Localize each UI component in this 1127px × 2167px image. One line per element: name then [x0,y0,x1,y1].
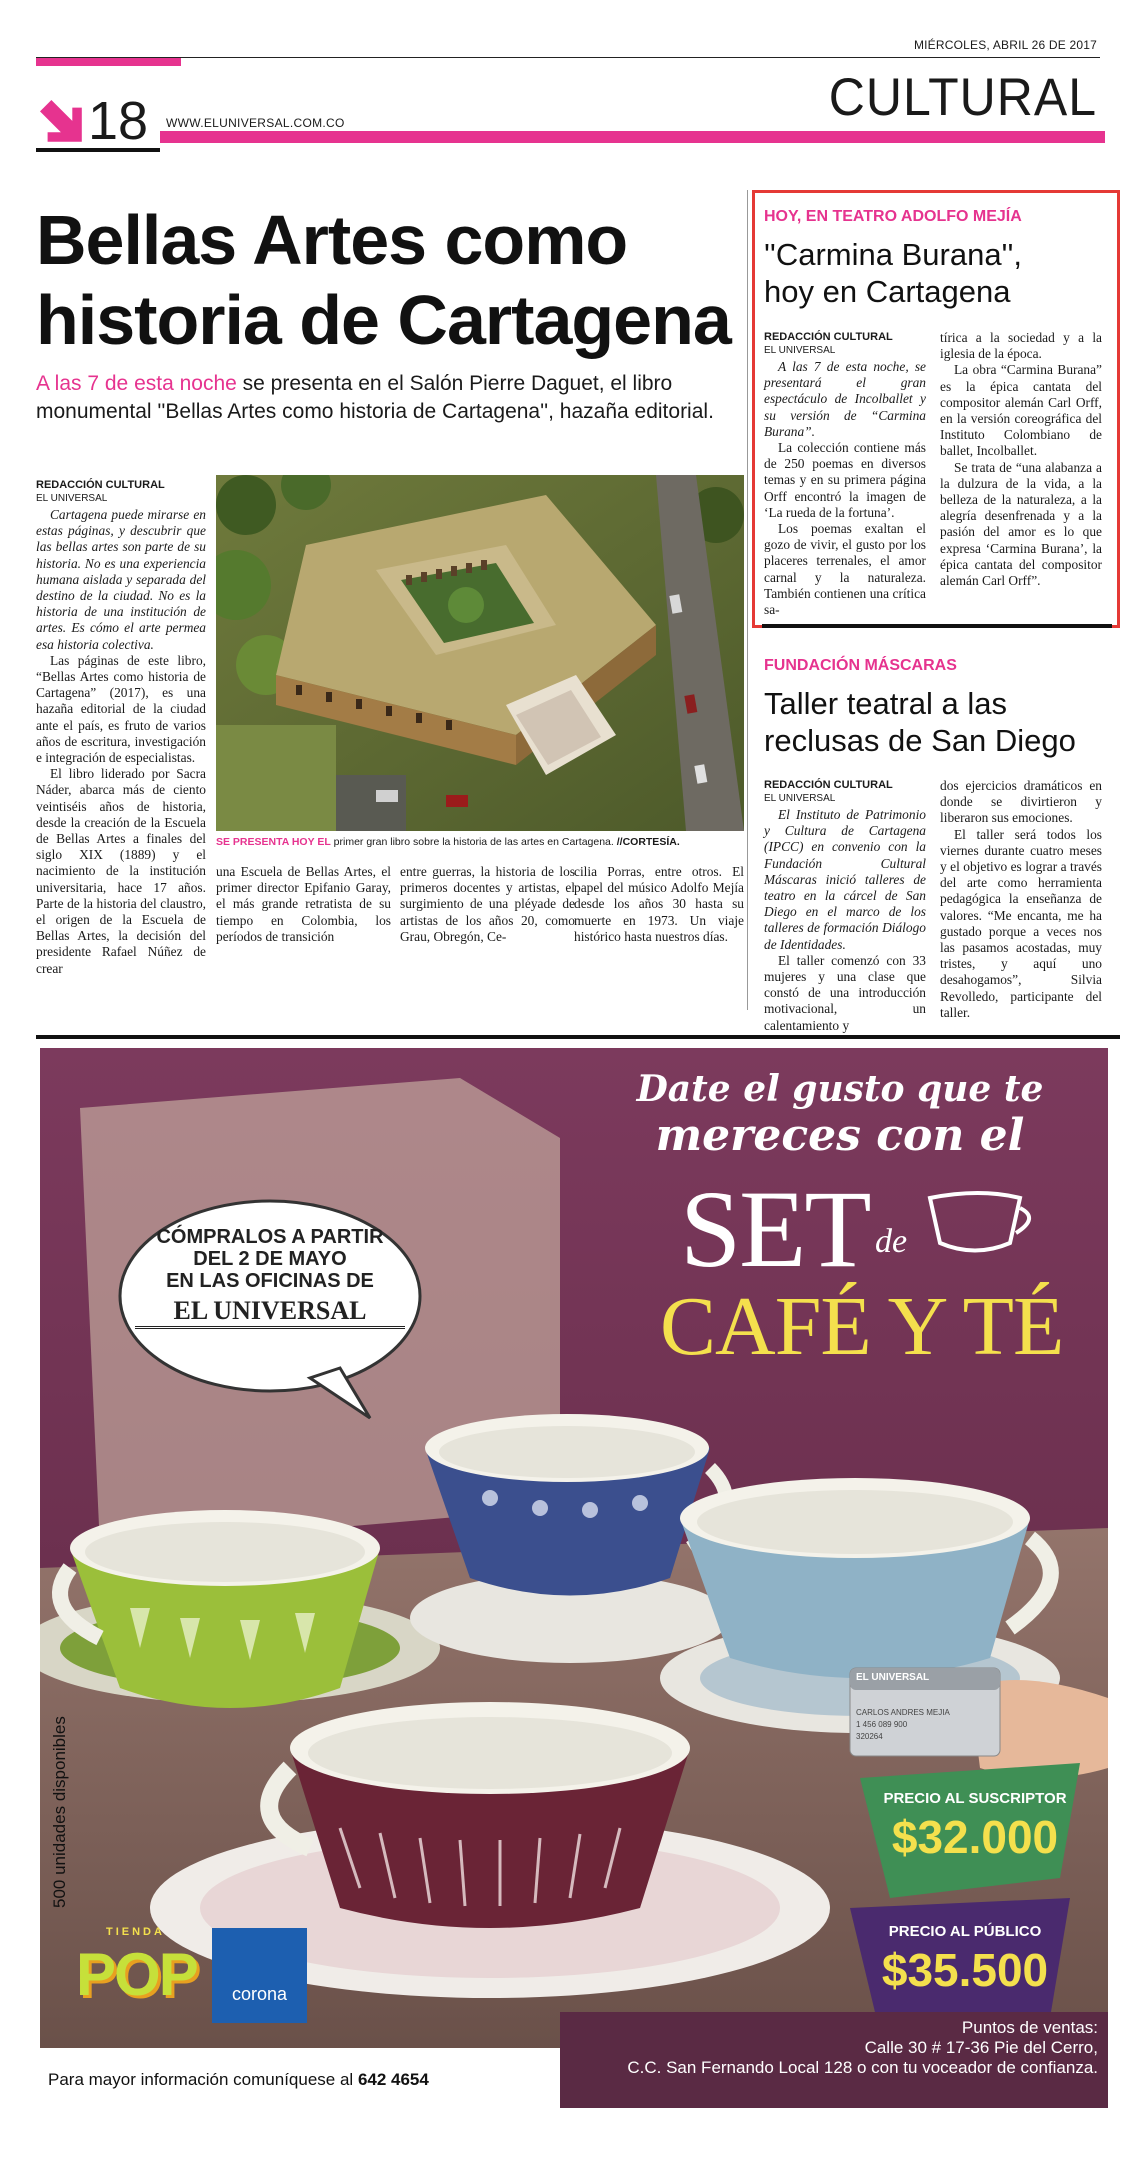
section-title: CULTURAL [828,67,1097,127]
cup-icon [920,1188,1040,1268]
sidebar2-column-1 [764,778,926,1034]
paragraph: La colección contiene más de 250 poemas en diversos temas y en su primera página Orff encontró la imagen de ‘La rueda de la fortuna’. [764,440,926,520]
paragraph: Las páginas de este libro, “Bellas Artes como historia de Cartagena” (2017), es una hazaña editorial de la ciudad ante el país, es fruto de varios años de escritura, investigación e integración de especialistas. [36,652,206,766]
price-public: $35.500 [881,1944,1049,1996]
paragraph: Cartagena puede mirarse en estas páginas, y descubrir que las bellas artes son parte de su historia. No es una experiencia humana aislada y separada del destino de la ciudad. No es la historia de una institución de artes. Es cómo el arte permea esa historia colectiva. [36,507,206,652]
bubble-text: CÓMPRALOS A PARTIR DEL 2 DE MAYO EN LAS OFICINAS DE [156,1226,384,1292]
ad-de-word: de [875,1223,908,1260]
sidebar1-headline: ''Carmina Burana'', hoy en Cartagena [764,237,1023,309]
header-pink-bar [160,131,1105,143]
sidebar-rule [762,624,1112,628]
main-column-3 [400,864,575,945]
logo-tienda: TIENDA [106,1926,165,1938]
arrow-down-right-icon [40,100,84,144]
main-headline: Bellas Artes como historia de Cartagena [36,201,731,359]
byline: REDACCIÓN CULTURAL [36,479,165,491]
paragraph: cilia Porras, entre otros. El papel del músico Adolfo Mejía desde los años 30 hasta su muerte en 1973. Un viaje histórico hasta nuestros días. [574,864,744,944]
paragraph: Los poemas exaltan el gozo de vivir, el gusto por los placeres terrenales, el amor carnal y la naturaleza. También contienen una crítica sa- [764,521,926,618]
advertisement[interactable] [40,1048,1108,2108]
card-name: CARLOS ANDRES MEJIA [856,1708,950,1717]
sidebar1-column-1 [764,330,926,618]
byline-source: EL UNIVERSAL [764,345,836,356]
header-accent-bar [36,58,181,66]
byline: REDACCIÓN CULTURAL [764,331,893,343]
deck-highlight: A las 7 de esta noche [36,372,237,395]
article-photo [216,475,744,831]
byline: REDACCIÓN CULTURAL [764,779,893,791]
sales-points: Puntos de ventas: Calle 30 # 17-36 Pie del Cerro, C.C. San Fernando Local 128 o con tu voceador de confianza. [627,2018,1098,2077]
sidebar2-headline: Taller teatral a las reclusas de San Diego [764,686,1076,758]
paragraph: dos ejercicios dramáticos en donde se divirtieron y liberaron sus emociones. [940,778,1102,826]
caption-credit: //CORTESÍA. [613,836,680,848]
site-url[interactable]: WWW.ELUNIVERSAL.COM.CO [166,116,345,130]
sidebar2-kicker: FUNDACIÓN MÁSCARAS [764,657,957,674]
column-divider [747,190,748,1010]
card-number: 1 456 089 900 [856,1720,908,1729]
sidebar1-column-2 [940,330,1102,589]
paragraph: El Instituto de Patrimonio y Cultura de Cartagena (IPCC) en convenio con la Fundación Cultural Máscaras inició talleres de teatro en la cárcel de San Diego en el marco de los talleres de formación Diálogo de Identidades. [764,807,926,952]
paragraph: La obra “Carmina Burana” es la épica cantata del compositor alemán Carl Orff, en la versión coreográfica del Instituto Colombiano de ballet, Incolballet. [940,362,1102,459]
paragraph: entre guerras, la historia de los primeros docentes y artistas, el surgimiento de una pléyade de artistas de los años 20, como Grau, Obregón, Ce- [400,864,575,944]
bubble-brand: EL UNIVERSAL [135,1296,405,1329]
card-brand: EL UNIVERSAL [856,1672,930,1683]
logo-pop: POP [76,1941,197,2008]
ad-cafe-word: CAFÉ Y TÉ [660,1280,1064,1373]
paragraph: El libro liderado por Sacra Náder, abarca más de ciento veintiséis años de historia, desde la creación de la Escuela de Bellas Artes a finales del siglo XIX (1889) y el nacimiento de la institución universitaria, hace 17 años. Parte de la historia del claustro, el origen de la Escuela de Bellas Artes, la decisión del presidente Rafael Núñez de crear [36,766,206,976]
caption-text: primer gran libro sobre la historia de las artes en Cartagena. [330,836,614,848]
sidebar1-kicker: HOY, EN TEATRO ADOLFO MEJÍA [764,208,1022,225]
units-available: 500 unidades disponibles [50,1716,69,1908]
sidebar2-column-2 [940,778,1102,1021]
paragraph: El taller comenzó con 33 mujeres y una clase que constó de una introducción motivacional, un calentamiento y [764,952,926,1033]
logo-corona: corona [231,1984,288,2004]
info-phone[interactable]: 642 4654 [357,2070,429,2089]
info-line: Para mayor información comuníquese al 642 4654 [48,2070,429,2089]
price-subscriber-label: PRECIO AL SUSCRIPTOR [883,1790,1067,1807]
paragraph: A las 7 de esta noche, se presentará el gran espectáculo de Incolballet y su versión de “Carmina Burana”. [764,359,926,439]
byline-source: EL UNIVERSAL [36,493,108,504]
ad-divider [36,1035,1120,1039]
photo-caption [216,836,744,848]
price-public-label: PRECIO AL PÚBLICO [888,1923,1042,1940]
paragraph: tírica a la sociedad y a la iglesia de la época. [940,330,1102,362]
main-column-2 [216,864,391,945]
main-deck [36,370,746,426]
main-column-4 [574,864,744,945]
price-subscriber: $32.000 [891,1811,1059,1863]
main-column-1 [36,478,206,977]
ad-tagline-2: mereces con el [655,1110,1025,1161]
issue-date: MIÉRCOLES, ABRIL 26 DE 2017 [913,38,1097,52]
paragraph: El taller será todos los viernes durante cuatro meses y el objetivo es lograr a través del arte como herramienta pedagógica la enseñanza de valores. “Me encanta, me ha gustado porque a veces nos las pasamos acostadas, muy tristes, y aquí uno desahogamos”, Silvia Revolledo, participante del taller. [940,826,1102,1020]
ad-set-word: SET [680,1168,870,1290]
page-number: 18 [88,91,149,151]
card-code: 320264 [856,1732,883,1741]
paragraph: una Escuela de Bellas Artes, el primer director Epifanio Garay, el más grande retratista de su tiempo en Colombia, los períodos de transición [216,864,391,944]
paragraph: Se trata de “una alabanza a la dulzura de la vida, a la belleza de la naturaleza, a la alegría desenfrenada y a la pasión del amor es lo que expresa ‘Carmina Burana’, la épica cantata del compositor alemán Carl Orff”. [940,459,1102,589]
caption-highlight: SE PRESENTA HOY EL [216,836,331,848]
header-top-rule [36,57,1100,58]
deck-text: se presenta en el Salón Pierre Daguet, el libro monumental ''Bellas Artes como historia de Cartagena'', hazaña editorial. [36,372,714,423]
byline-source: EL UNIVERSAL [764,793,836,804]
ad-tagline-1: Date el gusto que te [636,1068,1044,1110]
